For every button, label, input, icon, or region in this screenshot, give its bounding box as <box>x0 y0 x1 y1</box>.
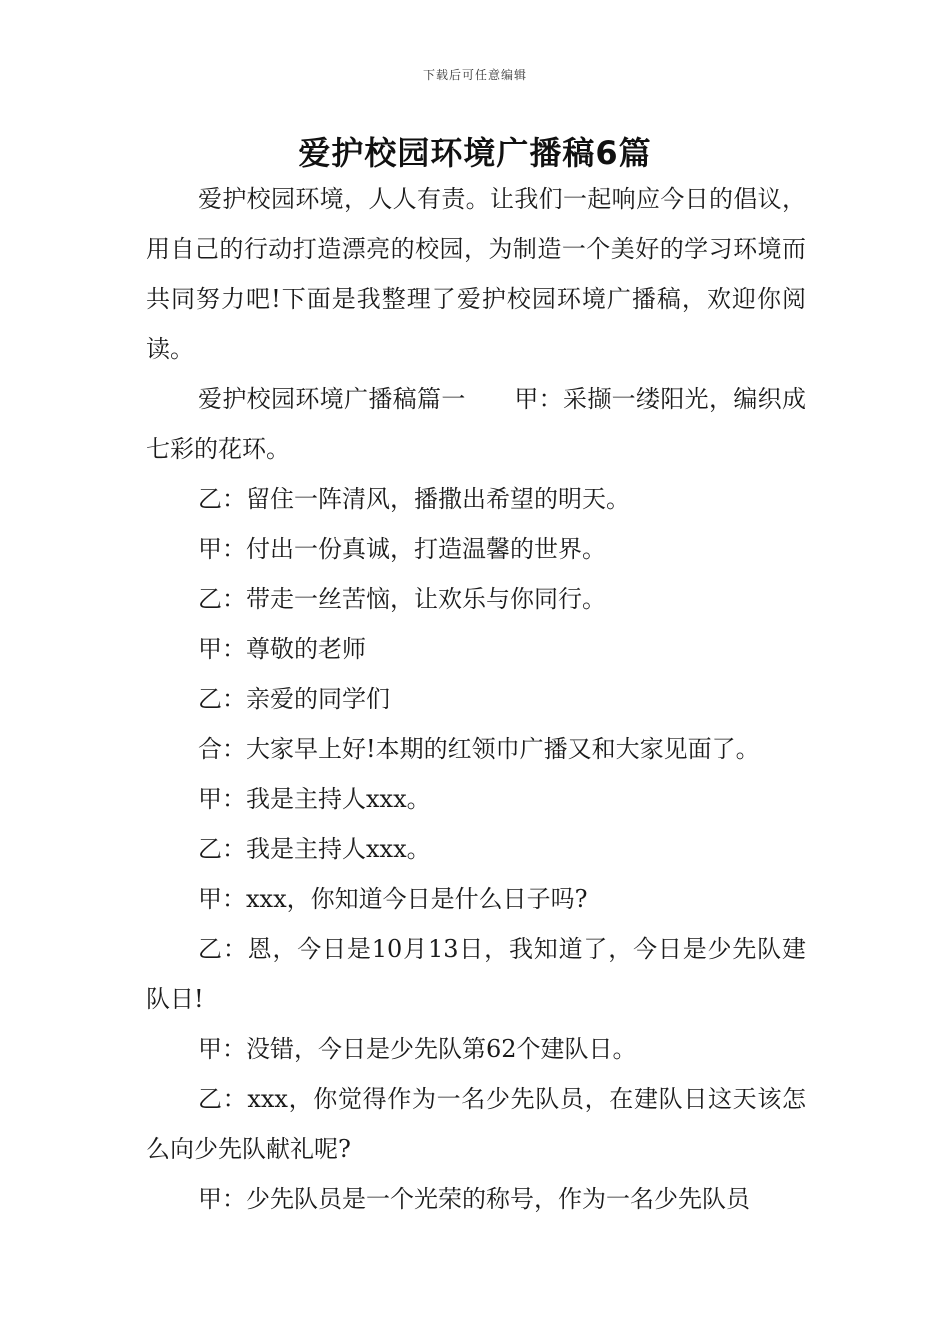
paragraph-line: 乙：我是主持人xxx。 <box>198 835 431 863</box>
document-title: 爱护校园环境广播稿6篇 <box>298 134 652 172</box>
paragraph-line: 乙：带走一丝苦恼，让欢乐与你同行。 <box>198 585 606 613</box>
paragraph-intro: 爱护校园环境，人人有责。让我们一起响应今日的倡议，用自己的行动打造漂亮的校园，为制造一个美好的学习环境而共同努力吧!下面是我整理了爱护校园环境广播稿，欢迎你阅读。 <box>146 185 806 363</box>
paragraph-line: 乙：留住一阵清风，播撒出希望的明天。 <box>198 485 630 513</box>
paragraph-line: 合：大家早上好!本期的红领巾广播又和大家见面了。 <box>198 735 760 763</box>
paragraph-line: 甲：没错，今日是少先队第62个建队日。 <box>198 1035 637 1063</box>
page-header: 下载后可任意编辑 <box>422 68 527 82</box>
paragraph-line: 甲：尊敬的老师 <box>198 635 366 663</box>
paragraph-line: 乙：恩，今日是10月13日，我知道了，今日是少先队建队日! <box>146 935 806 1013</box>
document-body <box>146 174 806 1224</box>
paragraph-line: 甲：我是主持人xxx。 <box>198 785 431 813</box>
paragraph-line: 甲：少先队员是一个光荣的称号，作为一名少先队员 <box>198 1185 750 1213</box>
paragraph-section-one: 爱护校园环境广播稿篇一 甲：采撷一缕阳光，编织成七彩的花环。 <box>146 385 806 463</box>
paragraph-line: 甲：付出一份真诚，打造温馨的世界。 <box>198 535 606 563</box>
paragraph-line: 乙：亲爱的同学们 <box>198 685 390 713</box>
paragraph-line: 甲：xxx，你知道今日是什么日子吗? <box>198 885 588 913</box>
paragraph-line: 乙：xxx，你觉得作为一名少先队员，在建队日这天该怎么向少先队献礼呢? <box>146 1085 806 1163</box>
